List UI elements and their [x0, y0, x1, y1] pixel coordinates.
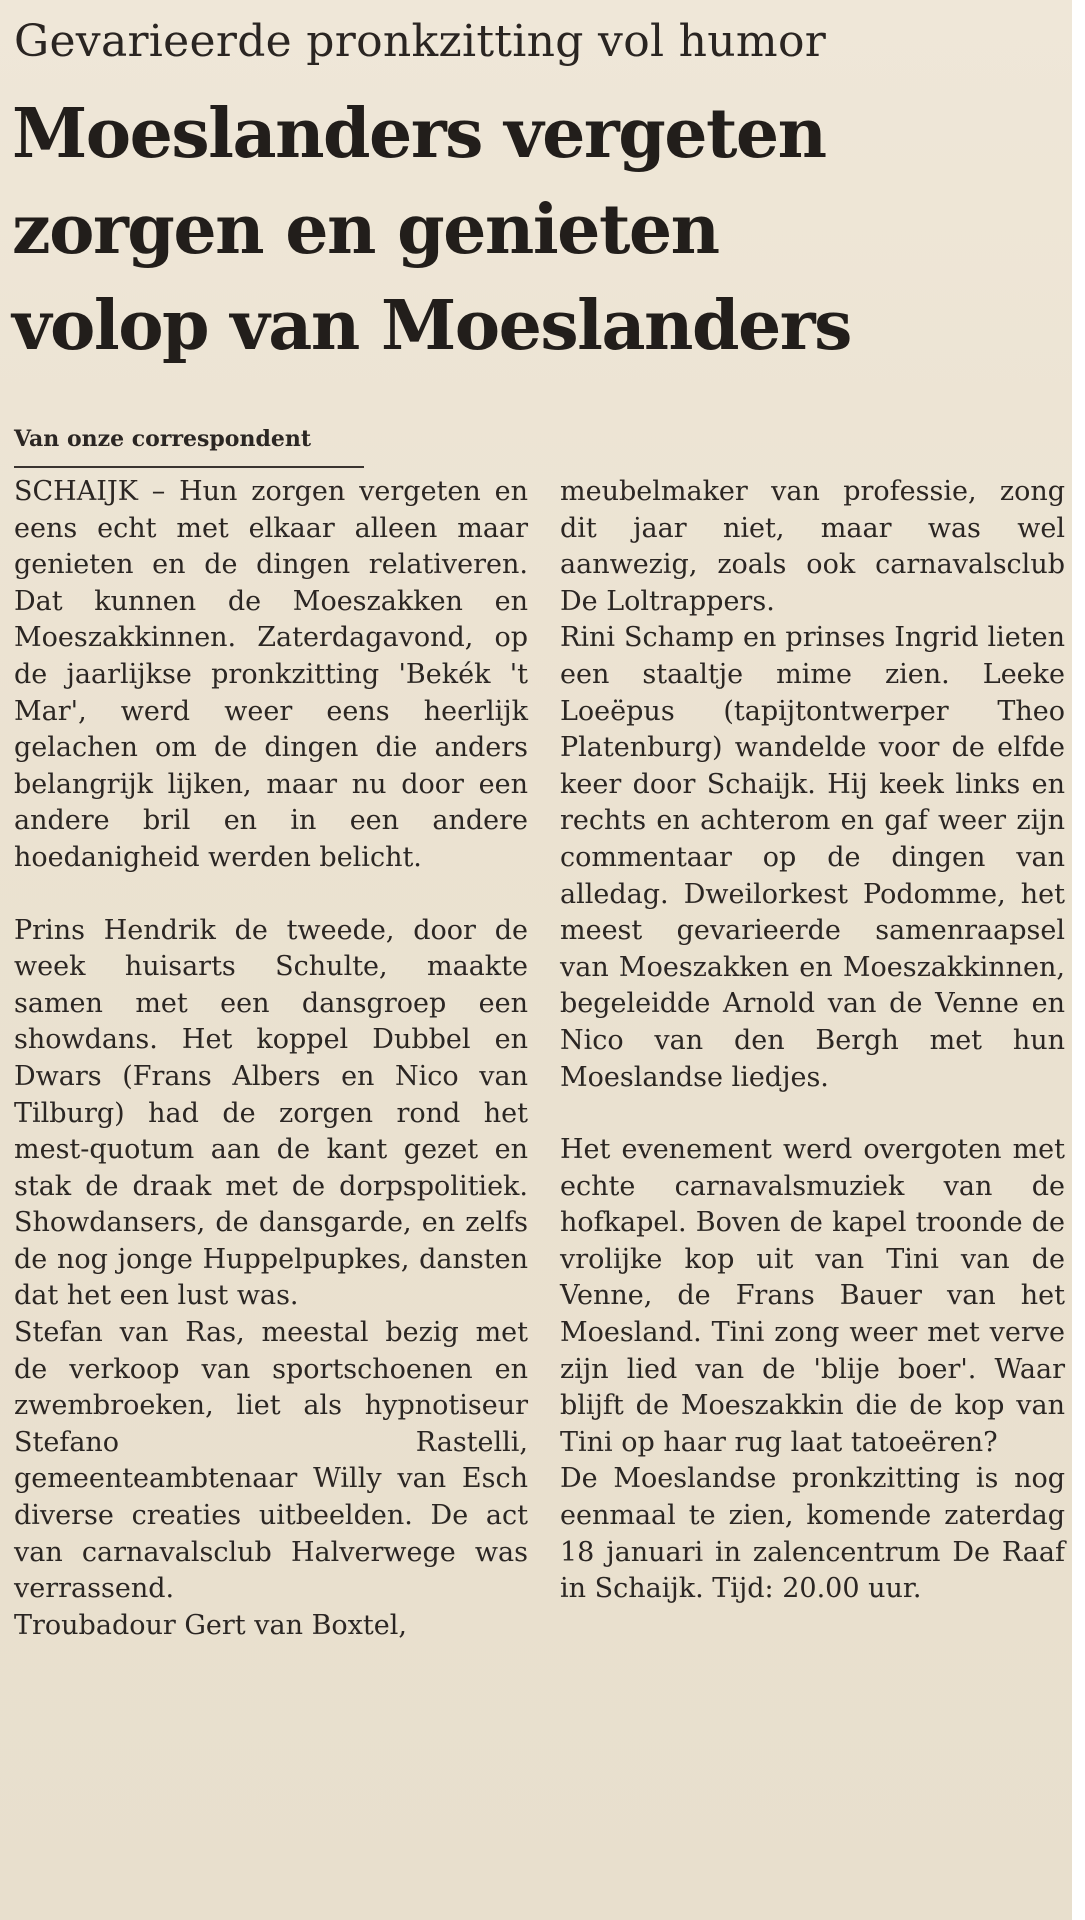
paragraph: Rini Schamp en prinses Ingrid lieten een staaltje mime zien. Leeke Loeëpus (tapijtontwerper Theo Platenburg) wandelde voor de elfde keer door Schaijk. Hij keek links en rechts en achterom en gaf weer zijn commentaar op de dingen van alledag. Dweilorkest Podomme, het meest gevarieerde samenraapsel van Moeszakken en Moeszakkinnen, begeleidde Arnold van de Venne en Nico van den Bergh met hun Moeslandse liedjes.: [560, 622, 1065, 1093]
headline-line: zorgen en genieten: [12, 190, 719, 270]
article-column-right: [560, 474, 1065, 1608]
paragraph: Stefan van Ras, meestal bezig met de verkoop van sportschoenen en zwembroeken, liet als hypnotiseur Stefano Rastelli, gemeenteambtenaar Willy van Esch diverse creaties uitbeelden. De act van carnavalsclub Halverwege was verrassend.: [14, 1317, 528, 1605]
article-byline: Van onze correspondent: [14, 426, 311, 452]
paragraph: De Moeslandse pronkzitting is nog eenmaal te zien, komende zaterdag 18 januari in zalencentrum De Raaf in Schaijk. Tijd: 20.00 uur.: [560, 1463, 1065, 1605]
article-kicker: Gevarieerde pronkzitting vol humor: [14, 16, 827, 67]
article-column-left: [14, 474, 528, 1644]
article-headline: [12, 86, 851, 374]
headline-line: Moeslanders vergeten: [12, 94, 826, 174]
headline-line: volop van Moeslanders: [12, 286, 851, 366]
paragraph: Troubadour Gert van Boxtel,: [14, 1609, 407, 1641]
paragraph: SCHAIJK – Hun zorgen vergeten en eens echt met elkaar alleen maar genieten en de dingen relativeren. Dat kunnen de Moeszakken en Moeszakkinnen. Zaterdagavond, op de jaarlijkse pronkzitting 'Bekék 't Mar', werd weer eens heerlijk gelachen om de dingen die anders belangrijk lijken, maar nu door een andere bril en in een andere hoedanigheid werden belicht.: [14, 476, 528, 873]
paragraph: meubelmaker van professie, zong dit jaar niet, maar was wel aanwezig, zoals ook carnavalsclub De Loltrappers.: [560, 476, 1065, 617]
byline-rule: [14, 466, 364, 468]
paragraph: Prins Hendrik de tweede, door de week huisarts Schulte, maakte samen met een dansgroep een showdans. Het koppel Dubbel en Dwars (Frans Albers en Nico van Tilburg) had de zorgen rond het mest-quotum aan de kant gezet en stak de draak met de dorpspolitiek. Showdansers, de dansgarde, en zelfs de nog jonge Huppelpupkes, dansten dat het een lust was.: [14, 914, 528, 1312]
paragraph: Het evenement werd overgoten met echte carnavalsmuziek van de hofkapel. Boven de kapel troonde de vrolijke kop uit van Tini van de Venne, de Frans Bauer van het Moesland. Tini zong weer met verve zijn lied van de 'blije boer'. Waar blijft de Moeszakkin die de kop van Tini op haar rug laat tatoeëren?: [560, 1134, 1065, 1458]
